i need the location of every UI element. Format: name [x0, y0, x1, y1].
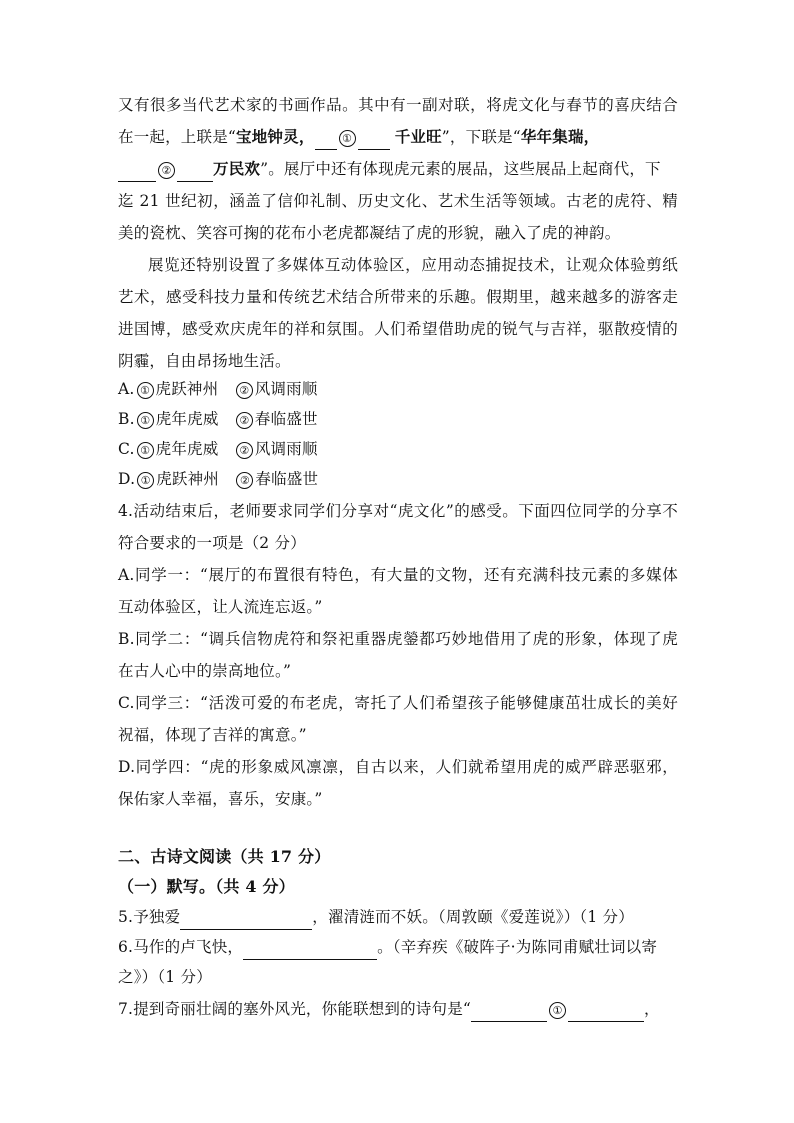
q4-option-d-line-2: 保佑家人幸福，喜乐，安康。” — [118, 790, 323, 808]
q3-option-d[interactable]: D. ① 虎跃神州 ② 春临盛世 — [118, 470, 319, 488]
q6-answer-blank[interactable] — [243, 939, 377, 960]
q7-answer-blank-a[interactable] — [471, 1001, 547, 1022]
q4-stem-line-2: 符合要求的一项是（2 分） — [118, 534, 306, 552]
blank-marker-1: ① — [339, 130, 356, 147]
passage-line-5: 美的瓷枕、笑容可掬的花布小老虎都凝结了虎的形貌，融入了虎的神韵。 — [118, 224, 621, 242]
q4-option-c-line-2: 祝福，体现了吉祥的寓意。” — [118, 726, 307, 744]
q4-option-b-line-2: 在古人心中的崇高地位。” — [118, 662, 292, 680]
q4-option-a-line-1[interactable]: A.同学一：“展厅的布置很有特色，有大量的文物，还有充满科技元素的多媒体 — [118, 566, 678, 584]
q7-line: 7.提到奇丽壮阔的塞外风光，你能联想到的诗句是“ ① ， — [118, 996, 678, 1022]
q6-line-1: 6.马作的卢飞快， 。（辛弃疾《破阵子·为陈同甫赋壮词以寄 — [118, 934, 678, 960]
blank-marker-2: ② — [158, 162, 175, 179]
blank-line — [177, 161, 213, 182]
passage-line-4: 迄 21 世纪初，涵盖了信仰礼制、历史文化、艺术生活等领域。古老的虎符、精 — [118, 192, 678, 210]
q4-option-d-line-1[interactable]: D.同学四：“虎的形象威风凛凛，自古以来，人们就希望用虎的威严辟恶驱邪， — [118, 758, 678, 776]
passage-line-6: 展览还特别设置了多媒体互动体验区，应用动态捕捉技术，让观众体验剪纸 — [148, 256, 678, 274]
passage-line-9: 阴霾，自由昂扬地生活。 — [118, 352, 291, 370]
q4-stem-line-1: 4.活动结束后，老师要求同学们分享对“虎文化”的感受。下面四位同学的分享不 — [118, 502, 678, 520]
blank-line — [358, 129, 390, 150]
passage-line-8: 进国博，感受欢庆虎年的祥和氛围。人们希望借助虎的锐气与吉祥，驱散疫情的 — [118, 320, 678, 338]
q3-option-a[interactable]: A. ① 虎跃神州 ② 风调雨顺 — [118, 380, 318, 398]
q6-line-2: 之》）（1 分） — [118, 968, 212, 986]
q7-blank-marker: ① — [549, 1002, 566, 1019]
q5-answer-blank[interactable] — [180, 909, 312, 930]
passage-line-7: 艺术，感受科技力量和传统艺术结合所带来的乐趣。假期里，越来越多的游客走 — [118, 288, 678, 306]
q4-option-a-line-2: 互动体验区，让人流连忘返。” — [118, 598, 323, 616]
subsection-1-title: （一）默写。（共 4 分） — [118, 877, 295, 896]
q3-option-c[interactable]: C. ① 虎年虎威 ② 风调雨顺 — [118, 440, 318, 458]
passage-line-3: ② 万民欢”。展厅中还有体现虎元素的展品，这些展品上起商代，下 — [118, 156, 678, 182]
q3-option-b[interactable]: B. ① 虎年虎威 ② 春临盛世 — [118, 410, 318, 428]
passage-line-2: 在一起，上联是“宝地钟灵， ① 千业旺”，下联是“华年集瑞， — [118, 124, 678, 150]
section-2-title: 二、古诗文阅读（共 17 分） — [118, 847, 331, 866]
q7-answer-blank-b[interactable] — [568, 1001, 644, 1022]
q4-option-c-line-1[interactable]: C.同学三：“活泼可爱的布老虎，寄托了人们希望孩子能够健康茁壮成长的美好 — [118, 694, 678, 712]
blank-line — [118, 161, 156, 182]
blank-line — [315, 129, 337, 150]
q4-option-b-line-1[interactable]: B.同学二：“调兵信物虎符和祭祀重器虎鎣都巧妙地借用了虎的形象，体现了虎 — [118, 630, 678, 648]
q5-line: 5.予独爱 ，濯清涟而不妖。（周敦颐《爱莲说》）（1 分） — [118, 904, 678, 930]
passage-line-1: 又有很多当代艺术家的书画作品。其中有一副对联，将虎文化与春节的喜庆结合 — [118, 96, 678, 114]
